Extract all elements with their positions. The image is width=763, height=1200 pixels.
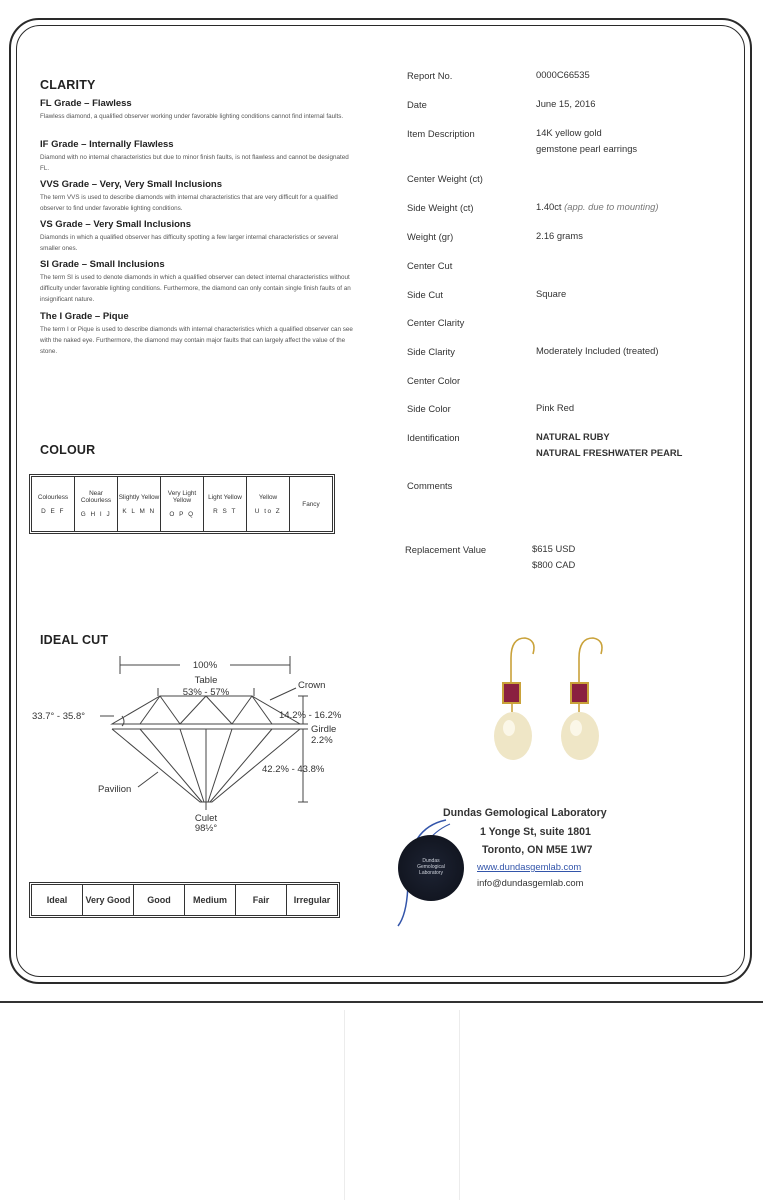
colour-cell-slightly-yellow: Slightly Yellow K L M N [118,477,161,532]
field-weight-gr-label: Weight (gr) [407,231,454,242]
field-side-clarity-label: Side Clarity [407,346,455,357]
lab-seal-text: Dundas Gemological Laboratory [417,858,445,876]
dim-crown-height: 14.2% - 16.2% [279,710,342,721]
cut-grade-table [31,884,338,916]
field-report-no-value: 0000C66535 [536,69,590,80]
cut-grade-very-good: Very Good [83,885,134,916]
dim-culet-label: Culet [194,813,218,824]
grade-if-text: Diamond with no internal characteristics but due to minor finish faults, is not flawless and cannot be designated FL. [40,154,349,172]
field-identification-label: Identification [407,432,460,443]
field-item-description-value: 14K yellow gold gemstone pearl earrings [536,127,638,154]
field-report-no-label: Report No. [407,70,453,81]
dim-culet-value: 98½° [194,823,218,834]
field-replacement-value-value: $615 USD $800 CAD [532,543,576,570]
field-center-cut-label: Center Cut [407,260,453,271]
cut-grade-good: Good [134,885,185,916]
clarity-heading: CLARITY [40,78,96,92]
colour-cell-near-colourless: Near Colourless G H I J [75,477,118,532]
grade-si-text: The term SI is used to denote diamonds in which a qualified observer can detect internal characteristics without difficulty under favorable lighting conditions. Furthermore, the diamond can only contain single finish faults of an insignificant nature. [40,274,351,303]
field-side-color-value: Pink Red [536,402,575,413]
cut-grade-ideal: Ideal [32,885,83,916]
grade-fl-text: Flawless diamond, a qualified observer working under favorable lighting conditions cannot find internal faults. [40,113,344,120]
field-replacement-value-label: Replacement Value [405,544,487,555]
grade-si-title: SI Grade – Small Inclusions [40,259,165,270]
field-date-label: Date [407,99,427,110]
field-side-weight-note: (app. due to mounting) [564,201,659,212]
dim-girdle-value: 2.2% [311,735,333,746]
field-side-cut-value: Square [536,288,567,299]
field-date-value: June 15, 2016 [536,98,596,109]
grade-i-title: The I Grade – Pique [40,311,129,322]
field-center-clarity-label: Center Clarity [407,317,465,328]
ideal-cut-heading: IDEAL CUT [40,633,109,647]
colour-cell-light-yellow: Light Yellow R S T [204,477,247,532]
grade-fl-title: FL Grade – Flawless [40,98,132,109]
dim-table-range: 53% - 57% [182,687,230,698]
colour-heading: COLOUR [40,443,96,457]
dim-total: 100% [192,660,218,671]
field-identification-value: NATURAL RUBY NATURAL FRESHWATER PEARL [536,431,683,458]
grade-if-title: IF Grade – Internally Flawless [40,139,174,150]
lab-website-link[interactable]: www.dundasgemlab.com [477,861,582,872]
cut-grade-medium: Medium [185,885,236,916]
colour-cell-yellow: Yellow U to Z [247,477,290,532]
grade-vs-title: VS Grade – Very Small Inclusions [40,219,192,230]
field-side-weight-value: 1.40ct (app. due to mounting) [536,201,659,212]
field-side-color-label: Side Color [407,403,451,414]
field-item-description-label: Item Description [407,128,475,139]
field-side-cut-label: Side Cut [407,289,443,300]
field-side-clarity-value: Moderately Included (treated) [536,345,659,356]
colour-scale-table [31,476,333,532]
dim-table-label: Table [194,675,218,686]
cut-grade-fair: Fair [236,885,287,916]
dim-pavilion-depth: 42.2% - 43.8% [262,764,325,775]
grade-i-text: The term I or Pique is used to describe diamonds with internal characteristics which a qualified observer can see with the naked eye. Furthermore, the diamond may contain major faults that can largely affect the value of the stone. [40,326,353,355]
page-bottom-rule [0,1001,763,1003]
dim-crown-label: Crown [298,680,326,691]
lab-address-line2: Toronto, ON M5E 1W7 [482,844,593,856]
fold-line-right [459,1010,460,1200]
lab-name: Dundas Gemological Laboratory [443,807,607,819]
grade-vvs-title: VVS Grade – Very, Very Small Inclusions [40,179,222,190]
lab-address-line1: 1 Yonge St, suite 1801 [480,826,591,838]
dim-pavilion-label: Pavilion [98,784,132,795]
field-side-weight-label: Side Weight (ct) [407,202,474,213]
diamond-proportions-diagram [30,652,370,837]
fold-line-left [344,1010,345,1200]
cut-grade-irregular: Irregular [287,885,338,916]
field-center-weight-label: Center Weight (ct) [407,173,483,184]
field-weight-gr-value: 2.16 grams [536,230,583,241]
grade-vvs-text: The term VVS is used to describe diamonds with internal characteristics that are very difficult for a qualified observer to find under favorable lighting conditions. [40,194,338,212]
earrings-photo [485,628,625,763]
field-comments-label: Comments [407,480,453,491]
dim-girdle-label: Girdle [311,724,337,735]
dim-crown-angle: 33.7° - 35.8° [32,711,86,722]
colour-cell-very-light-yellow: Very Light Yellow O P Q [161,477,204,532]
field-center-color-label: Center Color [407,375,461,386]
lab-email: info@dundasgemlab.com [477,877,584,888]
grade-vs-text: Diamonds in which a qualified observer has difficulty spotting a few larger internal characteristics or several smaller ones. [40,234,339,252]
colour-cell-colourless: Colourless D E F [32,477,75,532]
colour-cell-fancy: Fancy [290,477,333,532]
